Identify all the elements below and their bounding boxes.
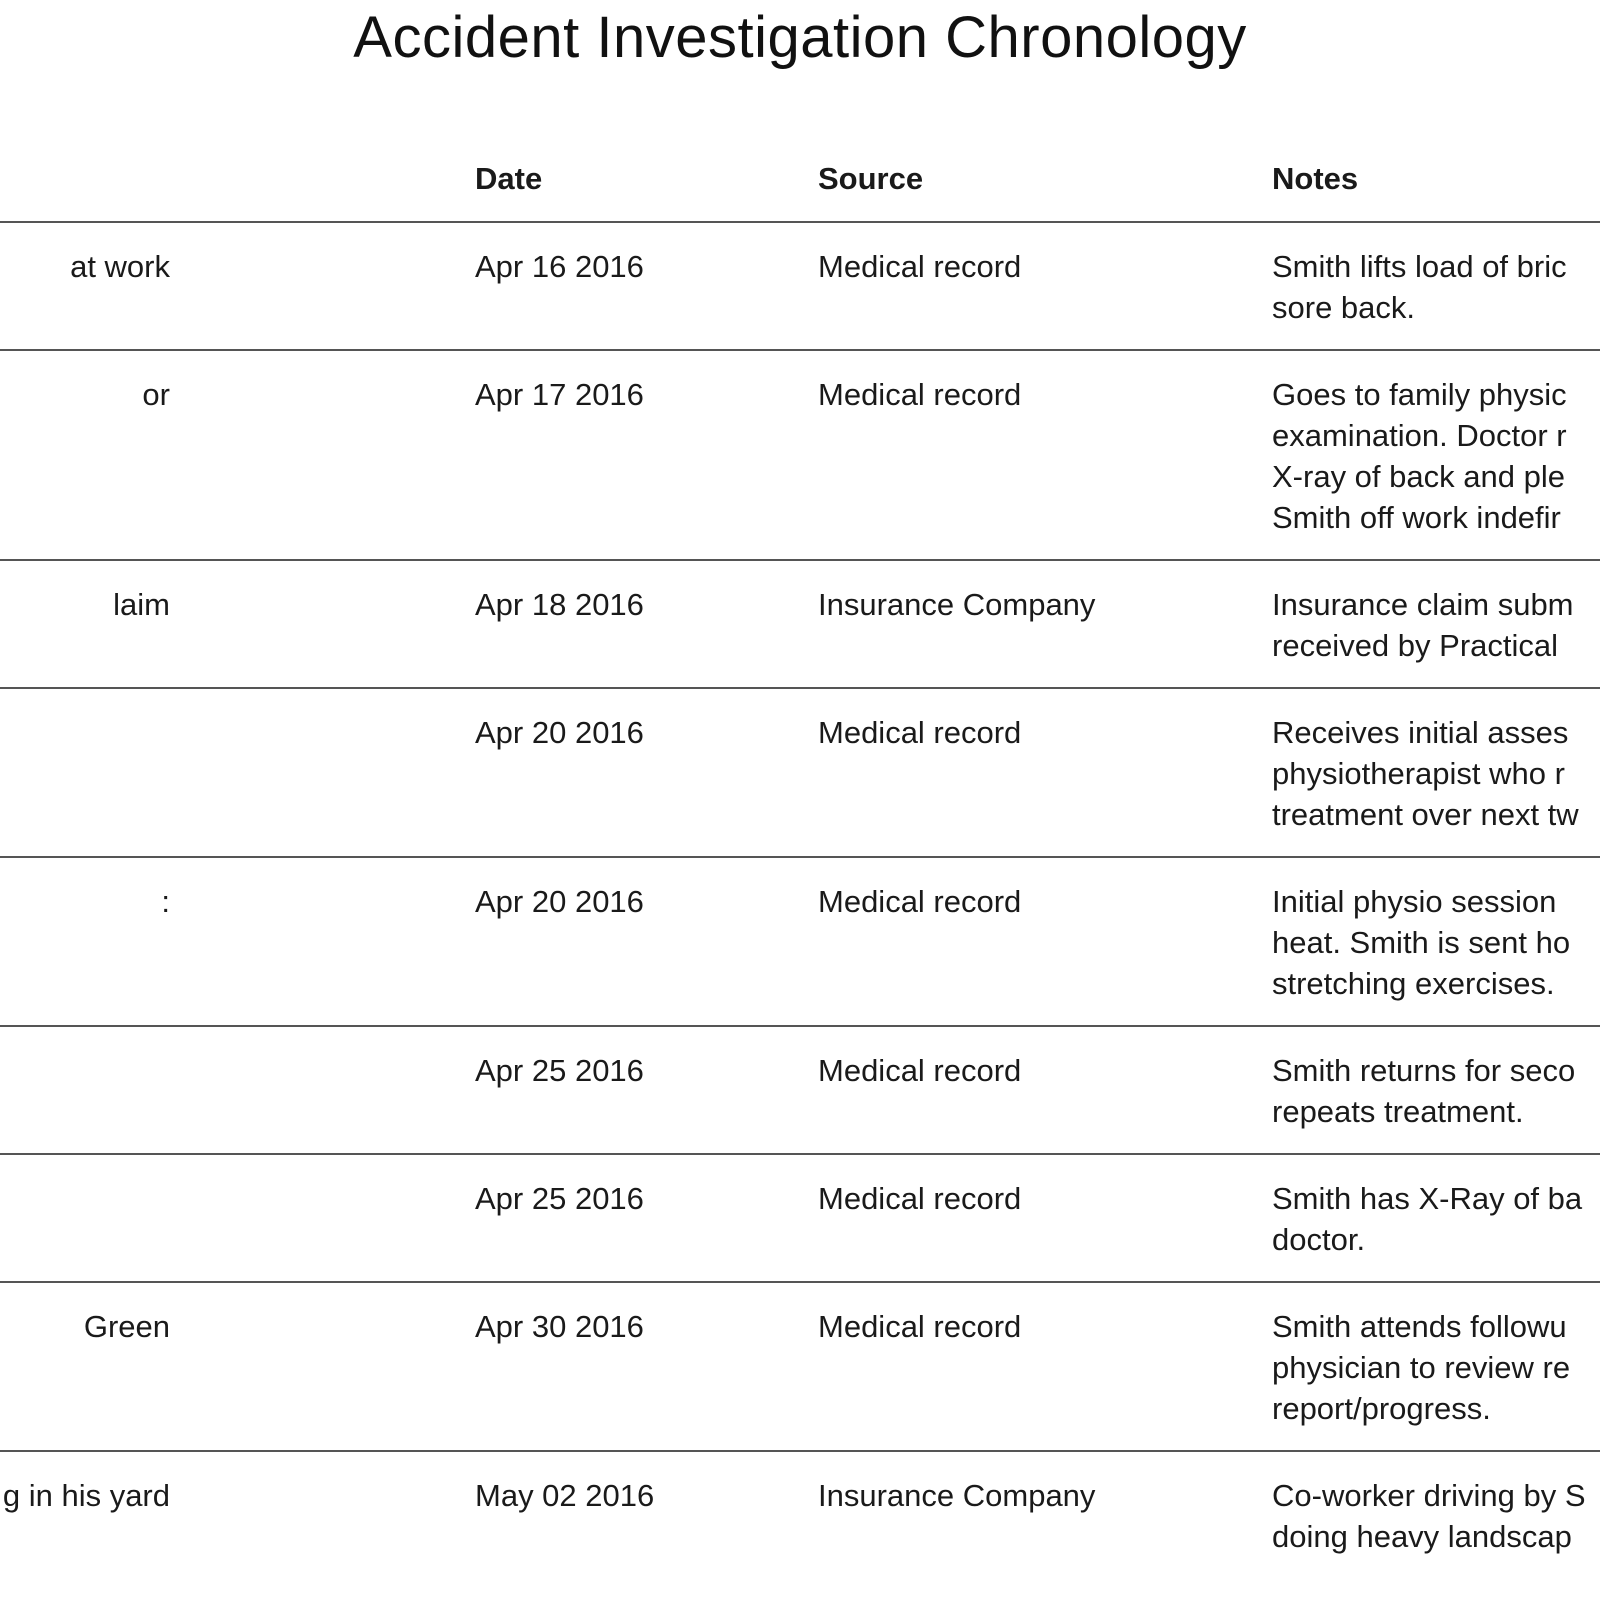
notes-line: physician to review re — [1272, 1350, 1571, 1385]
cell-date: Apr 25 2016 — [475, 1053, 644, 1088]
column-header-source: Source — [818, 161, 924, 196]
cell-notes — [1272, 246, 1600, 328]
notes-line: physiotherapist who r — [1272, 756, 1565, 791]
cell-source: Insurance Company — [818, 587, 1096, 622]
notes-line: Smith has X-Ray of ba — [1272, 1181, 1583, 1216]
cell-notes — [1272, 1178, 1600, 1260]
cell-source: Medical record — [818, 1309, 1022, 1344]
cell-source: Medical record — [818, 377, 1022, 412]
cell-notes — [1272, 1475, 1600, 1557]
cell-event: laim — [113, 587, 170, 622]
cell-date: Apr 17 2016 — [475, 377, 644, 412]
notes-line: Smith off work indefir — [1272, 500, 1561, 535]
notes-line: doctor. — [1272, 1222, 1366, 1257]
table-row — [0, 1452, 1600, 1600]
cell-event: : — [161, 884, 170, 919]
cell-notes — [1272, 1306, 1600, 1429]
cell-notes — [1272, 712, 1600, 835]
notes-line: Smith attends followu — [1272, 1309, 1567, 1344]
cell-source: Medical record — [818, 1181, 1022, 1216]
cell-source: Medical record — [818, 249, 1022, 284]
notes-line: report/progress. — [1272, 1391, 1491, 1426]
cell-notes — [1272, 374, 1600, 538]
table-row — [0, 689, 1600, 858]
notes-line: treatment over next tw — [1272, 797, 1579, 832]
cell-date: Apr 18 2016 — [475, 587, 644, 622]
cell-date: Apr 20 2016 — [475, 715, 644, 750]
cell-notes — [1272, 1050, 1600, 1132]
notes-line: Co-worker driving by S — [1272, 1478, 1586, 1513]
notes-line: Initial physio session — [1272, 884, 1557, 919]
chronology-table — [0, 150, 1600, 1600]
cell-source: Medical record — [818, 715, 1022, 750]
table-row — [0, 858, 1600, 1027]
notes-line: Smith lifts load of bric — [1272, 249, 1567, 284]
cell-source: Medical record — [818, 1053, 1022, 1088]
table-row — [0, 1283, 1600, 1452]
cell-source: Insurance Company — [818, 1478, 1096, 1513]
cell-date: Apr 30 2016 — [475, 1309, 644, 1344]
cell-notes — [1272, 584, 1600, 666]
notes-line: Smith returns for seco — [1272, 1053, 1576, 1088]
column-header-date: Date — [475, 161, 543, 196]
notes-line: heat. Smith is sent ho — [1272, 925, 1571, 960]
table-body — [0, 223, 1600, 1600]
notes-line: doing heavy landscap — [1272, 1519, 1572, 1554]
cell-date: Apr 16 2016 — [475, 249, 644, 284]
cell-event: Green — [83, 1309, 170, 1344]
cell-event: or — [142, 377, 170, 412]
notes-line: sore back. — [1272, 290, 1416, 325]
notes-line: Insurance claim subm — [1272, 587, 1574, 622]
notes-line: repeats treatment. — [1272, 1094, 1524, 1129]
table-row — [0, 1027, 1600, 1155]
cell-date: Apr 20 2016 — [475, 884, 644, 919]
cell-source: Medical record — [818, 884, 1022, 919]
column-header-notes: Notes — [1272, 161, 1359, 196]
notes-line: received by Practical — [1272, 628, 1559, 663]
cell-date: Apr 25 2016 — [475, 1181, 644, 1216]
cell-notes — [1272, 881, 1600, 1004]
cell-date: May 02 2016 — [475, 1478, 655, 1513]
table-header-row — [0, 150, 1600, 223]
cell-event: g in his yard — [2, 1478, 170, 1513]
page-title: Accident Investigation Chronology — [353, 5, 1247, 70]
notes-line: stretching exercises. — [1272, 966, 1555, 1001]
notes-line: examination. Doctor r — [1272, 418, 1567, 453]
notes-line: Goes to family physic — [1272, 377, 1567, 412]
table-row — [0, 223, 1600, 351]
table-row — [0, 351, 1600, 561]
table-row — [0, 1155, 1600, 1283]
cell-event: at work — [70, 249, 170, 284]
notes-line: Receives initial asses — [1272, 715, 1569, 750]
table-row — [0, 561, 1600, 689]
notes-line: X-ray of back and ple — [1272, 459, 1565, 494]
